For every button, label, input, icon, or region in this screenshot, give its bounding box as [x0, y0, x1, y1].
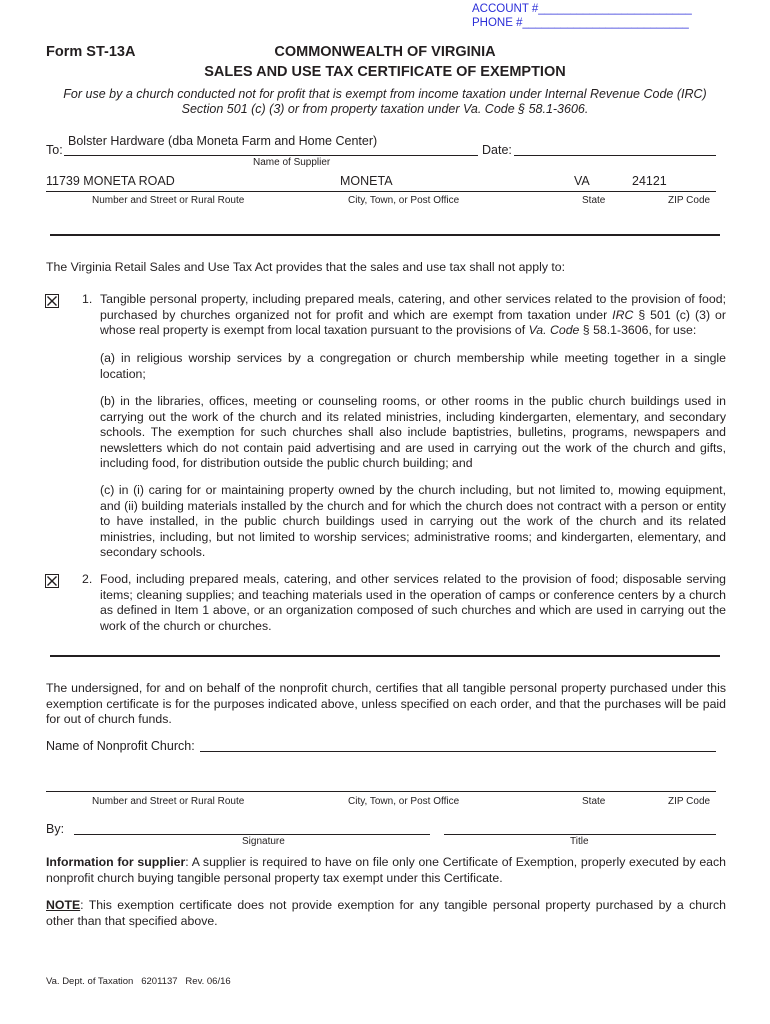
- date-field[interactable]: [514, 155, 716, 156]
- account-number-field[interactable]: ACCOUNT #________________________: [472, 3, 692, 15]
- title-field[interactable]: [444, 834, 716, 835]
- to-label: To:: [46, 143, 63, 157]
- item1-sub-c: (c) in (i) caring for or maintaining property owned by the church including, but not limited to, mowing equipment, and (ii) building materials installed by the church and for which the church does not contract with a person or entity to have installed, in the public church buildings used in carrying out the work of the church and its related ministries, including, but not limited to worship services; administrative rooms; and kindergarten, elementary, and secondary schools.: [100, 483, 726, 560]
- signature-caption: Signature: [242, 836, 285, 847]
- signature-field[interactable]: [74, 834, 430, 835]
- date-label: Date:: [482, 143, 512, 157]
- church-state-caption: State: [582, 796, 606, 807]
- form-subtitle-line2: Section 501 (c) (3) or from property taxation under Va. Code § 58.1-3606.: [181, 102, 589, 116]
- form-title-state: COMMONWEALTH OF VIRGINIA: [274, 44, 496, 60]
- item1-sub-a: (a) in religious worship services by a congregation or church membership while meeting together in a single location;: [100, 351, 726, 381]
- item2-text: Food, including prepared meals, catering, and other services related to the provision of food; disposable serving items; cleaning supplies; and teaching materials used in the operation of camps or conference centers by a church as defined in Item 1 above, or an organization composed of such churches and which are used in carrying out the work of the church or churches.: [100, 572, 726, 633]
- phone-number-field[interactable]: PHONE #__________________________: [472, 17, 689, 29]
- form-title: SALES AND USE TAX CERTIFICATE OF EXEMPTION: [204, 64, 566, 80]
- intro-text: The Virginia Retail Sales and Use Tax Act provides that the sales and use tax shall not apply to:: [46, 260, 566, 274]
- by-label: By:: [46, 822, 65, 836]
- item1-number: 1.: [82, 292, 93, 306]
- church-name-field[interactable]: [200, 751, 716, 752]
- supplier-zip-caption: ZIP Code: [668, 195, 711, 206]
- item2-checkbox[interactable]: [45, 574, 59, 588]
- supplier-address-line: [46, 191, 716, 192]
- item1-checkbox[interactable]: [45, 294, 59, 308]
- church-name-label: Name of Nonprofit Church:: [46, 739, 195, 753]
- supplier-info-text: Information for supplier: A supplier is required to have on file only one Certificate of Exemption, properly executed by each nonprofit church buying tangible personal property tax exempt under this Certificate.: [46, 855, 727, 885]
- church-city-caption: City, Town, or Post Office: [348, 796, 460, 807]
- supplier-city-caption: City, Town, or Post Office: [348, 195, 460, 206]
- church-address-field[interactable]: [46, 791, 716, 792]
- item1-sub-b: (b) in the libraries, offices, meeting or counseling rooms, or other rooms in the public church buildings used in carrying out the work of the church and its related ministries, including kindergarten, elementary, and secondary schools. The exemption for such churches shall also include baptistries, bulletins, programs, newspapers and newsletters which do not contain paid advertising and are used in carrying out the work of the church and gifts, including food, for distribution outside the public church building; and: [100, 394, 726, 471]
- supplier-street-caption: Number and Street or Rural Route: [92, 195, 245, 206]
- section-divider: [50, 234, 720, 236]
- form-id: Form ST-13A: [46, 44, 136, 60]
- certification-text: The undersigned, for and on behalf of the nonprofit church, certifies that all tangible personal property purchased under this exemption certificate is for the purposes indicated above, unless specified on each order, and that the purchases will be paid for out of church funds.: [46, 681, 726, 727]
- church-zip-caption: ZIP Code: [668, 796, 711, 807]
- supplier-state-value[interactable]: VA: [574, 174, 590, 188]
- section-divider: [50, 655, 720, 657]
- supplier-name-line: [64, 155, 478, 156]
- item2-number: 2.: [82, 572, 93, 586]
- title-caption: Title: [570, 836, 589, 847]
- checkmark-x-icon: [46, 295, 58, 307]
- form-subtitle-line1: For use by a church conducted not for profit that is exempt from income taxation under Internal Revenue Code (IRC): [63, 87, 707, 101]
- supplier-zip-value[interactable]: 24121: [632, 174, 667, 188]
- footer: Va. Dept. of Taxation 6201137 Rev. 06/16: [46, 976, 231, 987]
- supplier-city-value[interactable]: MONETA: [340, 174, 393, 188]
- church-street-caption: Number and Street or Rural Route: [92, 796, 245, 807]
- supplier-state-caption: State: [582, 195, 606, 206]
- supplier-street-value[interactable]: 11739 MONETA ROAD: [46, 174, 175, 188]
- supplier-name-value[interactable]: Bolster Hardware (dba Moneta Farm and Home Center): [68, 134, 378, 148]
- note-text: NOTE: This exemption certificate does not provide exemption for any tangible personal property purchased by a church other than that specified above.: [46, 898, 726, 928]
- item1-text: Tangible personal property, including prepared meals, catering, and other services related to the provision of food; purchased by churches organized not for profit and which are exempt from taxation under IRC § 501 (c) (3) or whose real property is exempt from local taxation pursuant to the provisions of Va. Code § 58.1-3606, for use:: [100, 292, 726, 338]
- supplier-name-caption: Name of Supplier: [253, 157, 331, 168]
- checkmark-x-icon: [46, 575, 58, 587]
